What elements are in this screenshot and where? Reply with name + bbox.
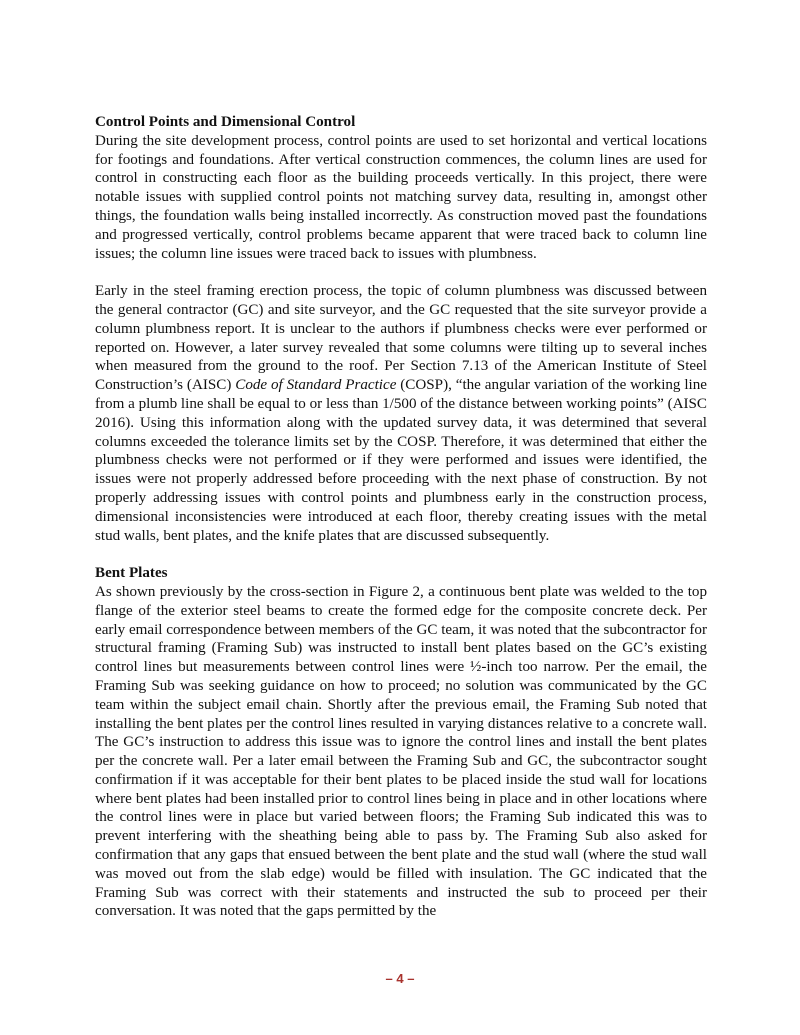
page-body [95,113,707,921]
text-run: Early in the steel framing erection process, the topic of column plumbness was discussed between the general contractor (GC) and site surveyor, and the GC requested that the site surveyor provide a column plumbness report. It is unclear to the authors if plumbness checks were ever performed or reported on. However, a later survey revealed that some columns were tilting up to several inches when measured from the ground to the roof. Per Section 7.13 of the American Institute of Steel Construction’s (AISC) [95,283,707,394]
text-run: During the site development process, control points are used to set horizontal and vertical locations for footings and foundations. After vertical construction commences, the column lines are used for control in constructing each floor as the building proceeds vertically. In this project, there were notable issues with supplied control points not matching survey data, resulting in, amongst other things, the foundation walls being installed incorrectly. As construction moved past the foundations and progressed vertically, control problems became apparent that were traced back to column line issues; the column line issues were traced back to issues with plumbness. [95,132,707,262]
text-run: (COSP), “the angular variation of the working line from a plumb line shall be equal to or less than 1/500 of the distance between working points” (AISC 2016). Using this information along with the updated survey data, it was determined that several columns exceeded the tolerance limits set by the COSP. Therefore, it was determined that either the plumbness checks were not performed or if they were performed and issues were identified, the issues were not properly addressed before proceeding with the next phase of construction. By not properly addressing issues with control points and plumbness early in the construction process, dimensional inconsistencies were introduced at each floor, thereby creating issues with the metal stud walls, bent plates, and the knife plates that are discussed subsequently. [95,377,708,544]
paragraph-gap [95,545,707,564]
paragraph-gap [95,263,707,282]
paragraph [95,282,707,545]
section-heading: Bent Plates [95,565,168,582]
italic-title: Code of Standard Practice [235,377,397,394]
paragraph [95,132,707,264]
text-run: As shown previously by the cross-section in Figure 2, a continuous bent plate was welded to the top flange of the exterior steel beams to create the formed edge for the composite concrete deck. Per early email correspondence between members of the GC team, it was noted that the subcontractor for structural framing (Framing Sub) was instructed to install bent plates based on the GC’s existing control lines but measurements between control lines were ½-inch too narrow. Per the email, the Framing Sub was seeking guidance on how to proceed; no solution was communicated by the GC team within the subject email chain. Shortly after the previous email, the Framing Sub noted that installing the bent plates per the control lines resulted in varying distances relative to a concrete wall. The GC’s instruction to address this issue was to ignore the control lines and install the bent plates per the concrete wall. Per a later email between the Framing Sub and GC, the subcontractor sought confirmation if it was acceptable for their bent plates to be placed inside the stud wall for locations where bent plates had been installed prior to control lines being in place and in other locations where the control lines were in place but varied between floors; the Framing Sub indicated this was to prevent interfering with the sheathing being able to pass by. The Framing Sub also asked for confirmation that any gaps that ensued between the bent plate and the stud wall (where the stud wall was moved out from the slab edge) would be filled with insulation. The GC indicated that the Framing Sub was correct with their statements and instructed the sub to proceed per their conversation. It was noted that the gaps permitted by the [95,583,707,920]
page-number: – 4 – [385,971,415,986]
section-heading: Control Points and Dimensional Control [95,114,356,130]
paragraph [95,583,707,921]
